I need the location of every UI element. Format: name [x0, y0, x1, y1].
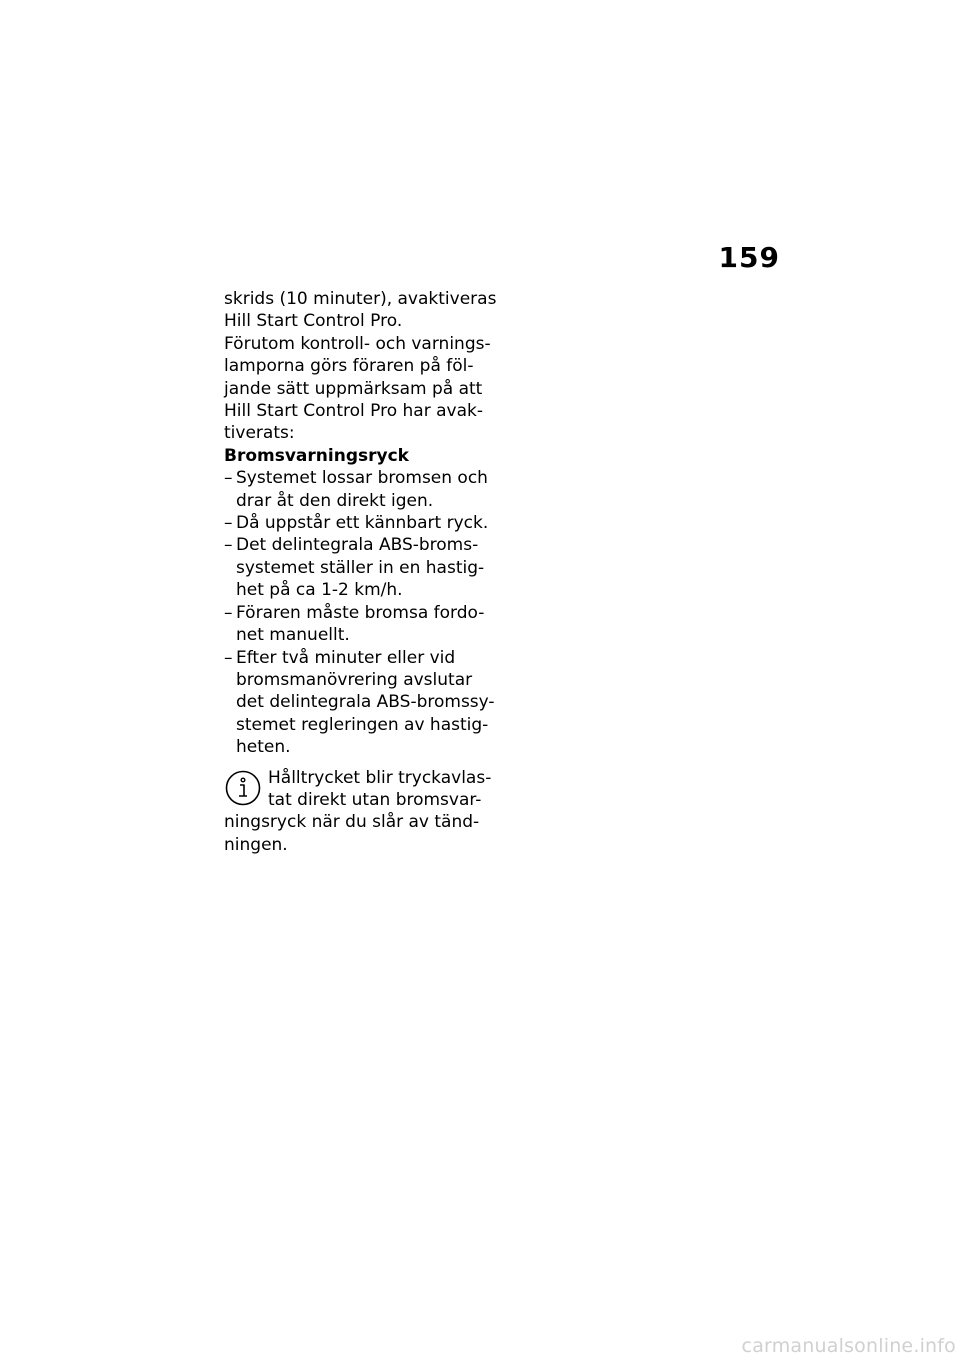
- bullet-dash: –: [224, 602, 233, 623]
- bullet-list: [224, 467, 494, 758]
- bullet-dash: –: [224, 535, 233, 556]
- intro-line: tiverats:: [224, 423, 295, 444]
- intro-line: jande sätt uppmärksam på att: [224, 378, 483, 399]
- list-item-line: bromsmanövrering avslutar: [236, 669, 473, 690]
- note-line: tat direkt utan bromsvar-: [268, 789, 482, 810]
- list-item-line: het på ca 1-2 km/h.: [236, 580, 403, 601]
- note-line: ningen.: [224, 834, 288, 855]
- list-item: [224, 602, 494, 647]
- bullet-dash: –: [224, 513, 233, 534]
- text-column: [224, 288, 497, 856]
- section-heading: Bromsvarningsryck: [224, 445, 409, 466]
- list-item: [224, 647, 494, 759]
- bullet-dash: –: [224, 647, 233, 668]
- intro-line: lamporna görs föraren på föl-: [224, 356, 474, 377]
- list-item-line: net manuellt.: [236, 625, 350, 646]
- list-item-line: drar åt den direkt igen.: [236, 490, 434, 511]
- note-line: ningsryck när du slår av tänd-: [224, 812, 480, 833]
- list-item-line: Systemet lossar bromsen och: [236, 468, 488, 489]
- intro-line: Hill Start Control Pro har avak-: [224, 401, 483, 422]
- list-item: [224, 534, 494, 601]
- info-icon: [224, 769, 262, 807]
- list-item-line: heten.: [236, 737, 291, 758]
- list-item-line: systemet ställer in en hastig-: [236, 557, 485, 578]
- list-item-line: Föraren måste bromsa fordo-: [236, 602, 485, 623]
- watermark: carmanualsonline.info: [741, 1335, 956, 1357]
- list-item-line: Efter två minuter eller vid: [236, 647, 456, 668]
- intro-line: Hill Start Control Pro.: [224, 311, 403, 332]
- info-note: [224, 767, 494, 857]
- intro-paragraph: [224, 288, 497, 445]
- list-item: [224, 467, 494, 512]
- list-item-line: det delintegrala ABS-bromssy-: [236, 692, 495, 713]
- page-number: 159: [718, 241, 780, 274]
- bullet-dash: –: [224, 468, 233, 489]
- list-item-line: Det delintegrala ABS-broms-: [236, 535, 479, 556]
- intro-line: Förutom kontroll- och varnings-: [224, 333, 491, 354]
- intro-line: skrids (10 minuter), avaktiveras: [224, 289, 497, 309]
- list-item: [224, 512, 494, 534]
- list-item-line: Då uppstår ett kännbart ryck.: [236, 513, 489, 534]
- list-item-line: stemet regleringen av hastig-: [236, 714, 489, 735]
- note-line: Hålltrycket blir tryckavlas-: [268, 767, 492, 788]
